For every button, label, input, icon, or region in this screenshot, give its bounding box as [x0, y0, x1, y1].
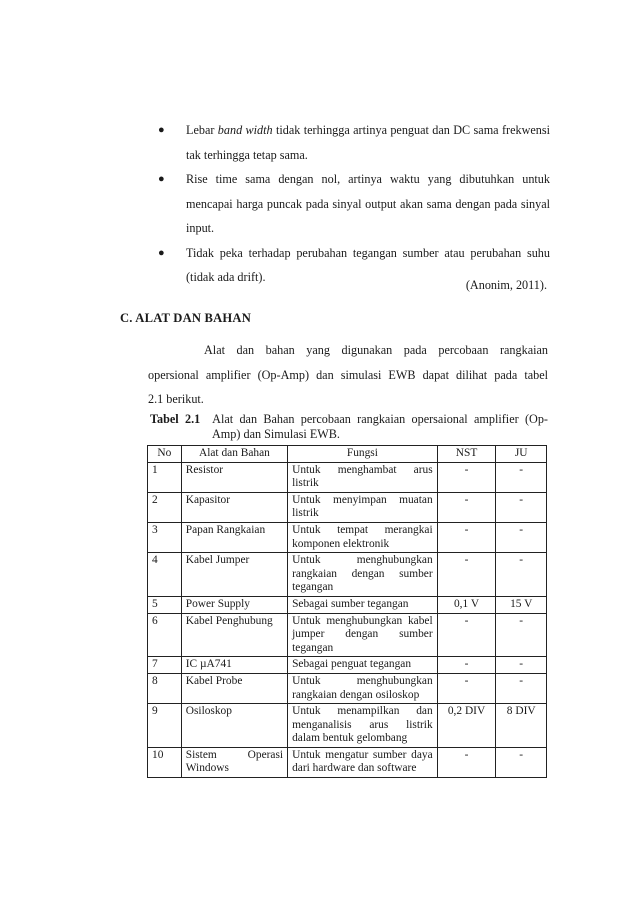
table-row [148, 673, 547, 703]
cell-fungsi: Untuk menghubungkan rangkaian dengan sumber tegangan [288, 553, 438, 597]
cell-ju: - [496, 553, 547, 597]
cell-no: 5 [148, 596, 182, 613]
cell-no: 9 [148, 704, 182, 748]
header-no: No [148, 446, 182, 463]
header-fungsi: Fungsi [288, 446, 438, 463]
cell-ju: - [496, 747, 547, 777]
cell-fungsi: Untuk menyimpan muatan listrik [288, 492, 438, 522]
cell-nst: - [437, 522, 496, 552]
paragraph-line: opersional amplifier (Op-Amp) dan simulasi EWB dapat dilihat pada tabel [148, 367, 548, 382]
cell-ju: - [496, 657, 547, 674]
cell-ju: 8 DIV [496, 704, 547, 748]
cell-alat: Kabel Probe [181, 673, 287, 703]
header-alat: Alat dan Bahan [181, 446, 287, 463]
cell-alat: Resistor [181, 462, 287, 492]
cell-fungsi: Untuk tempat merangkai komponen elektronik [288, 522, 438, 552]
cell-alat: Kabel Penghubung [181, 613, 287, 657]
paragraph-line: 2.1 berikut. [148, 392, 204, 407]
citation: (Anonim, 2011). [465, 278, 547, 292]
cell-alat: Power Supply [181, 596, 287, 613]
body-paragraph [148, 338, 548, 412]
bullet-dot-icon: ● [158, 173, 165, 185]
table-row [148, 462, 547, 492]
equipment-table [147, 445, 547, 778]
cell-no: 8 [148, 673, 182, 703]
table-row [148, 492, 547, 522]
bullet-item: ● Tidak peka terhadap perubahan tegangan sumber atau perubahan suhu (tidak ada drift). [150, 241, 550, 290]
cell-no: 4 [148, 553, 182, 597]
table-row [148, 747, 547, 777]
cell-ju: - [496, 613, 547, 657]
cell-nst: - [437, 462, 496, 492]
table-header-row [148, 446, 547, 463]
bullet-dot-icon: ● [158, 124, 165, 136]
header-ju: JU [496, 446, 547, 463]
header-nst: NST [437, 446, 496, 463]
bullet-list [150, 118, 550, 290]
caption-text: Alat dan Bahan percobaan rangkaian opersaional amplifier (Op- [212, 412, 548, 426]
table-row [148, 657, 547, 674]
cell-no: 1 [148, 462, 182, 492]
table-row [148, 613, 547, 657]
table-row [148, 522, 547, 552]
table-row [148, 704, 547, 748]
cell-no: 10 [148, 747, 182, 777]
cell-alat: IC µA741 [181, 657, 287, 674]
cell-nst: - [437, 747, 496, 777]
cell-alat: Sistem Operasi Windows [181, 747, 287, 777]
paragraph-line: Alat dan bahan yang digunakan pada percobaan rangkaian [204, 343, 548, 357]
cell-ju: - [496, 673, 547, 703]
cell-ju: - [496, 522, 547, 552]
table-row [148, 553, 547, 597]
bullet-item: ● Rise time sama dengan nol, artinya waktu yang dibutuhkan untuk mencapai harga puncak pada sinyal output akan sama dengan pada sinyal input. [150, 167, 550, 241]
cell-nst: - [437, 553, 496, 597]
cell-fungsi: Untuk menghubungkan rangkaian dengan osiloskop [288, 673, 438, 703]
caption-text: Amp) dan Simulasi EWB. [212, 426, 340, 441]
table-caption [150, 412, 548, 441]
cell-alat: Papan Rangkaian [181, 522, 287, 552]
cell-nst: - [437, 673, 496, 703]
cell-nst: - [437, 613, 496, 657]
cell-no: 2 [148, 492, 182, 522]
caption-label: Tabel 2.1 [150, 412, 201, 426]
cell-no: 3 [148, 522, 182, 552]
cell-fungsi: Sebagai penguat tegangan [288, 657, 438, 674]
cell-fungsi: Untuk menghambat arus listrik [288, 462, 438, 492]
cell-ju: - [496, 462, 547, 492]
cell-nst: - [437, 492, 496, 522]
section-heading: C. ALAT DAN BAHAN [120, 311, 251, 325]
cell-ju: 15 V [496, 596, 547, 613]
cell-nst: 0,1 V [437, 596, 496, 613]
table-row [148, 596, 547, 613]
cell-ju: - [496, 492, 547, 522]
cell-fungsi: Sebagai sumber tegangan [288, 596, 438, 613]
cell-no: 6 [148, 613, 182, 657]
cell-alat: Osiloskop [181, 704, 287, 748]
bullet-dot-icon: ● [158, 246, 165, 259]
cell-fungsi: Untuk menghubungkan kabel jumper dengan sumber tegangan [288, 613, 438, 657]
cell-alat: Kapasitor [181, 492, 287, 522]
cell-fungsi: Untuk menampilkan dan menganalisis arus listrik dalam bentuk gelombang [288, 704, 438, 748]
cell-nst: - [437, 657, 496, 674]
bullet-item: ● Lebar band width tidak terhingga artinya penguat dan DC sama frekwensi tak terhingga tetap sama. [150, 118, 550, 167]
cell-alat: Kabel Jumper [181, 553, 287, 597]
cell-fungsi: Untuk mengatur sumber daya dari hardware dan software [288, 747, 438, 777]
cell-nst: 0,2 DIV [437, 704, 496, 748]
cell-no: 7 [148, 657, 182, 674]
